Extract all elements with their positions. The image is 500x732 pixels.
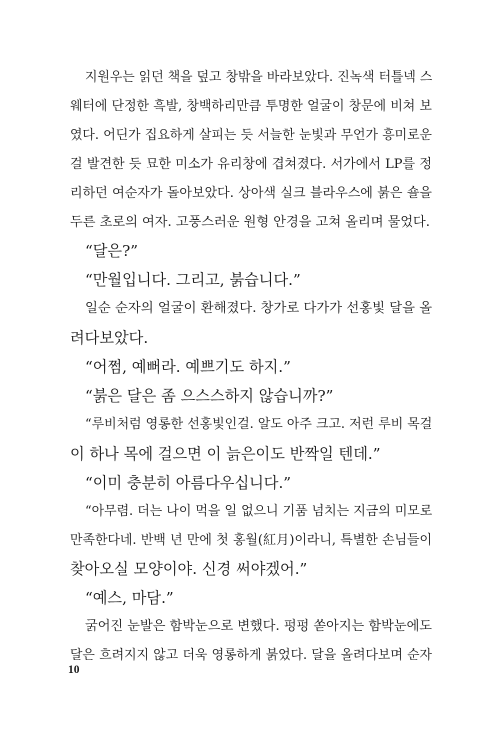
text-line: “만월입니다. 그리고, 붉습니다.”: [85, 271, 301, 290]
text-line: “달은?”: [85, 242, 139, 261]
text-line: “루비처럼 영롱한 선홍빛인걸. 알도 아주 크고. 저런 루비 목걸: [85, 416, 433, 432]
paragraph-narration-3: [70, 613, 432, 671]
page-number: 10: [68, 664, 80, 676]
book-page-body: [70, 64, 432, 671]
text-line: 찾아오실 모양이야. 신경 써야겠어.”: [70, 560, 308, 579]
text-line: 달은 흐려지지 않고 더욱 영롱하게 붉었다. 달을 올려다보며 순자: [70, 648, 432, 664]
paragraph-dialogue-7: [70, 498, 432, 585]
text-line: “예스, 마담.”: [85, 589, 174, 608]
paragraph-dialogue-6: [70, 469, 432, 498]
text-line: 걸 발견한 듯 묘한 미소가 유리창에 겹쳐졌다. 서가에서 LP를 정: [70, 156, 432, 172]
text-line: 두른 초로의 여자. 고풍스러운 원형 안경을 고쳐 올리며 물었다.: [70, 214, 430, 230]
text-line: 일순 순자의 얼굴이 환해졌다. 창가로 다가가 선홍빛 달을 올: [85, 301, 433, 317]
paragraph-narration-1: [70, 64, 432, 237]
paragraph-dialogue-4: [70, 382, 432, 411]
paragraph-dialogue-5: [70, 411, 432, 469]
text-line: 만족한다네. 반백 년 만에 첫 홍월(紅月)이라니, 특별한 손님들이: [70, 532, 432, 548]
text-line: 리하던 여순자가 돌아보았다. 상아색 실크 블라우스에 붉은 숄을: [70, 185, 432, 201]
text-line: 였다. 어딘가 집요하게 살피는 듯 서늘한 눈빛과 무언가 흥미로운: [70, 127, 432, 143]
text-line: 지원우는 읽던 책을 덮고 창밖을 바라보았다. 진녹색 터틀넥 스: [85, 70, 433, 85]
paragraph-dialogue-3: [70, 353, 432, 382]
text-line: 웨터에 단정한 흑발, 창백하리만큼 투명한 얼굴이 창문에 비쳐 보: [70, 98, 432, 114]
text-line: 굵어진 눈발은 함박눈으로 변했다. 펑펑 쏟아지는 함박눈에도: [85, 619, 432, 635]
text-line: “어쩜, 예뻐라. 예쁘기도 하지.”: [85, 358, 291, 377]
paragraph-dialogue-1: [70, 237, 432, 266]
paragraph-dialogue-2: [70, 266, 432, 295]
text-line: “이미 충분히 아름다우십니다.”: [85, 473, 292, 492]
text-line: “붉은 달은 좀 으스스하지 않습니까?”: [85, 386, 334, 405]
text-line: “아무렴. 더는 나이 먹을 일 없으니 기품 넘치는 지금의 미모로: [85, 503, 433, 519]
text-line: 이 하나 목에 걸으면 이 늙은이도 반짝일 텐데.”: [70, 444, 381, 463]
paragraph-narration-2: [70, 295, 432, 353]
paragraph-dialogue-8: [70, 584, 432, 613]
text-line: 려다보았다.: [70, 329, 149, 348]
